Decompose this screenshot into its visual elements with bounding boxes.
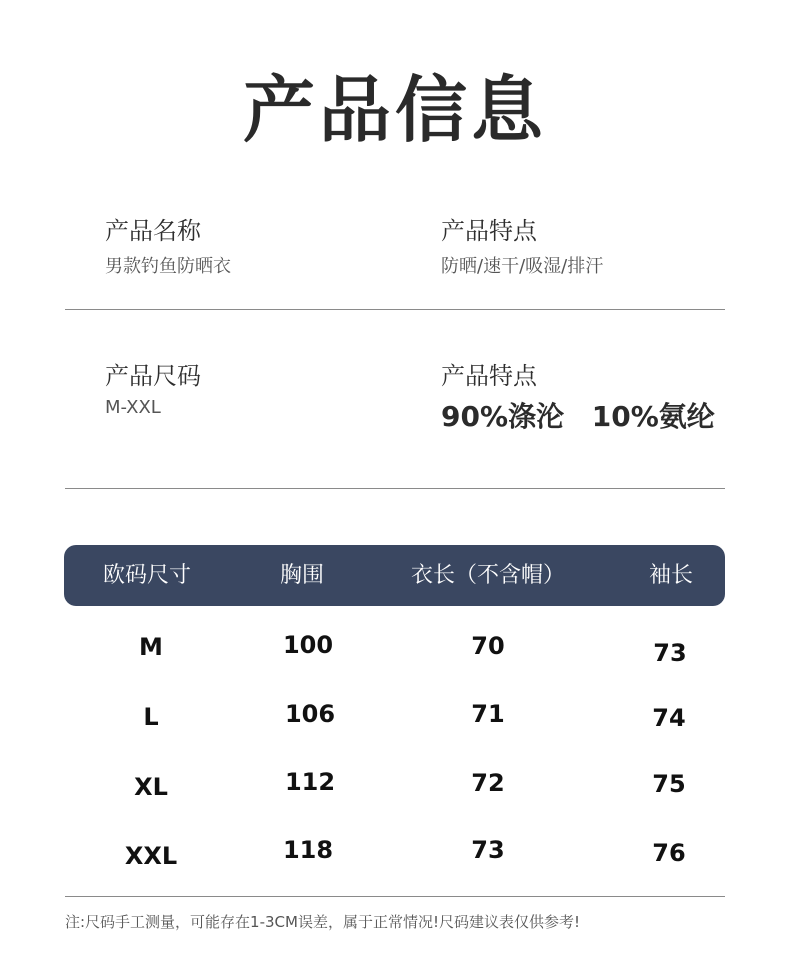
cell-chest: 118: [282, 836, 334, 864]
measurement-note: 注:尺码手工测量，可能存在1-3CM误差，属于正常情况!尺码建议表仅供参考!: [65, 913, 580, 931]
material-spandex: 10%氨纶: [591, 400, 715, 433]
cell-sleeve: 73: [653, 639, 687, 667]
header-chest: 胸围: [280, 563, 325, 588]
cell-chest: 100: [282, 631, 334, 659]
product-feature-label: 产品特点: [441, 217, 537, 245]
cell-length: 70: [471, 632, 505, 660]
cell-size: M: [139, 633, 163, 661]
divider: [65, 309, 725, 310]
header-length: 衣长（不含帽）: [411, 563, 566, 588]
material-polyester: 90%涤沦: [441, 400, 565, 433]
header-sleeve: 袖长: [649, 563, 694, 588]
product-size-label: 产品尺码: [105, 362, 201, 390]
product-feature-value: 防晒/速干/吸湿/排汗: [441, 256, 604, 277]
page-title: 产品信息: [242, 68, 547, 152]
product-material-label: 产品特点: [441, 362, 537, 390]
product-name-value: 男款钓鱼防晒衣: [105, 256, 231, 277]
cell-length: 72: [471, 769, 505, 797]
cell-sleeve: 76: [652, 839, 686, 867]
cell-size: XXL: [124, 842, 178, 870]
product-material-value: [441, 395, 715, 435]
product-name-label: 产品名称: [105, 217, 201, 245]
size-table-header: [64, 545, 725, 606]
cell-length: 71: [471, 700, 505, 728]
cell-chest: 106: [284, 700, 336, 728]
cell-size: L: [143, 703, 159, 731]
cell-sleeve: 75: [652, 770, 686, 798]
cell-length: 73: [471, 836, 505, 864]
header-eu-size: 欧码尺寸: [103, 563, 192, 588]
cell-sleeve: 74: [652, 704, 686, 732]
cell-chest: 112: [284, 768, 336, 796]
cell-size: XL: [134, 773, 168, 801]
divider: [65, 896, 725, 897]
divider: [65, 488, 725, 489]
product-size-value: M-XXL: [105, 397, 161, 418]
